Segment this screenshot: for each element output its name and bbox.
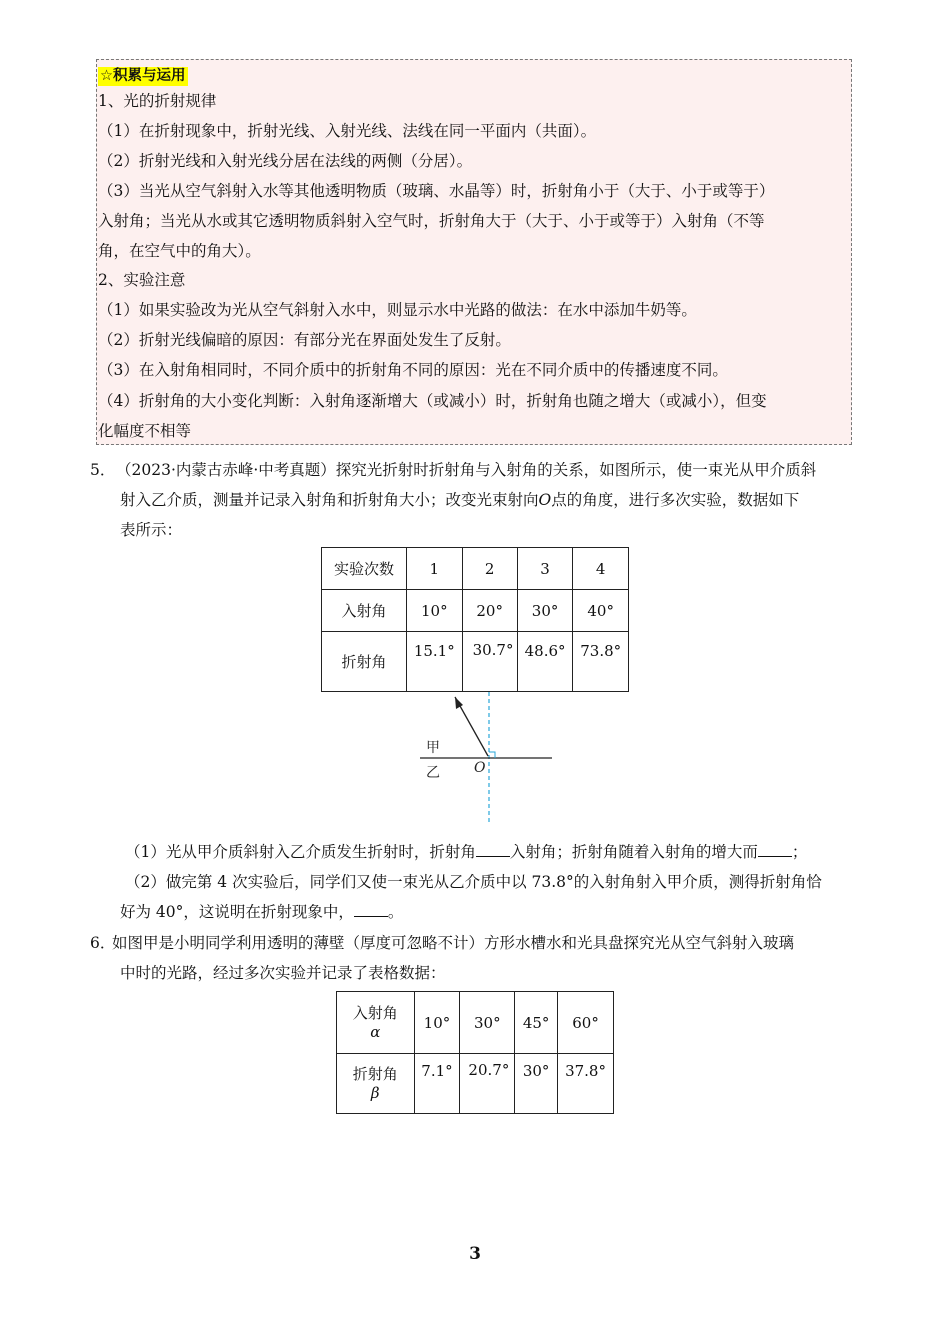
box-heading: ☆积累与运用 [100, 68, 186, 84]
q5-line-3: 表所示： [120, 521, 183, 539]
row-label: 折射角 β [337, 1054, 415, 1114]
table-row [322, 548, 629, 590]
table-cell: 15.1° [406, 632, 462, 692]
table-cell: 45° [515, 992, 558, 1054]
header-cell: 实验次数 [322, 548, 407, 590]
table-cell: 40° [573, 590, 629, 632]
box-line-11: （4）折射角的大小变化判断：入射角逐渐增大（或减小）时，折射角也随之增大（或减小），但变 [98, 392, 767, 410]
box-line-12: 化幅度不相等 [98, 422, 192, 440]
q5-line-1: （2023·内蒙古赤峰·中考真题）探究光折射时折射角与入射角的关系，如图所示，使一束光从甲介质斜 [116, 461, 817, 479]
row-label: 折射角 [322, 632, 407, 692]
q5-data-table [321, 547, 629, 692]
header-cell: 1 [406, 548, 462, 590]
page-number: 3 [469, 1244, 481, 1264]
table-cell: 20.7° [460, 1054, 515, 1114]
right-angle-mark [489, 752, 495, 758]
table-row [322, 590, 629, 632]
table-row [337, 1054, 614, 1114]
q6-data-table [336, 991, 614, 1114]
answer-blank[interactable] [758, 842, 792, 857]
table-cell: 7.1° [414, 1054, 460, 1114]
answer-blank[interactable] [476, 842, 510, 857]
box-line-8: （1）如果实验改为光从空气斜射入水中，则显示水中光路的做法：在水中添加牛奶等。 [98, 301, 697, 319]
q6-line-2: 中时的光路，经过多次实验并记录了表格数据： [120, 964, 446, 982]
table-row [322, 632, 629, 692]
table-cell: 30° [517, 590, 573, 632]
box-line-6: 角，在空气中的角大）。 [98, 242, 261, 260]
table-cell: 20° [462, 590, 517, 632]
q6-line-1: 如图甲是小明同学利用透明的薄壁（厚度可忽略不计）方形水槽水和光具盘探究光从空气斜射入玻璃 [112, 934, 795, 952]
table-cell: 10° [406, 590, 462, 632]
point-o-label: O [474, 760, 486, 776]
table-cell: 37.8° [558, 1054, 614, 1114]
box-line-4: （3）当光从空气斜射入水等其他透明物质（玻璃、水晶等）时，折射角小于（大于、小于或等于） [98, 182, 775, 200]
table-cell: 30.7° [462, 632, 517, 692]
table-cell: 73.8° [573, 632, 629, 692]
q5-line-2: 射入乙介质，测量并记录入射角和折射角大小；改变光束射向O点的角度，进行多次实验，数据如下 [120, 491, 800, 509]
box-line-2: （1）在折射现象中，折射光线、入射光线、法线在同一平面内（共面）。 [98, 122, 597, 140]
q5-sub2-line-1: （2）做完第 4 次实验后，同学们又使一束光从乙介质中以 73.8°的入射角射入甲介质，测得折射角恰 [125, 873, 822, 891]
table-cell: 30° [515, 1054, 558, 1114]
refraction-figure [410, 690, 570, 830]
medium-bottom-label: 乙 [426, 765, 440, 781]
table-cell: 30° [460, 992, 515, 1054]
header-cell: 3 [517, 548, 573, 590]
box-line-1: 1、光的折射规律 [98, 92, 217, 110]
box-line-3: （2）折射光线和入射光线分居在法线的两侧（分居）。 [98, 152, 473, 170]
box-line-7: 2、实验注意 [98, 271, 186, 289]
table-cell: 48.6° [517, 632, 573, 692]
box-line-9: （2）折射光线偏暗的原因：有部分光在界面处发生了反射。 [98, 331, 511, 349]
table-cell: 60° [558, 992, 614, 1054]
q5-sub1: （1）光从甲介质斜射入乙介质发生折射时，折射角 入射角；折射角随着入射角的增大而 ； [125, 843, 808, 861]
table-row [337, 992, 614, 1054]
box-line-10: （3）在入射角相同时，不同介质中的折射角不同的原因：光在不同介质中的传播速度不同。 [98, 361, 728, 379]
row-label: 入射角 [322, 590, 407, 632]
answer-blank[interactable] [354, 902, 388, 917]
ray-arrow-icon [455, 697, 463, 709]
header-cell: 4 [573, 548, 629, 590]
row-label: 入射角 α [337, 992, 415, 1054]
header-cell: 2 [462, 548, 517, 590]
q5-number: 5． [90, 461, 116, 479]
table-cell: 10° [414, 992, 460, 1054]
box-line-5: 入射角；当光从水或其它透明物质斜射入空气时，折射角大于（大于、小于或等于）入射角（不等 [98, 212, 765, 230]
medium-top-label: 甲 [426, 740, 440, 756]
q5-sub2-line-2: 好为 40°，这说明在折射现象中， 。 [120, 903, 404, 921]
q6-number: 6． [90, 934, 116, 952]
point-o-inline: O [538, 491, 552, 509]
